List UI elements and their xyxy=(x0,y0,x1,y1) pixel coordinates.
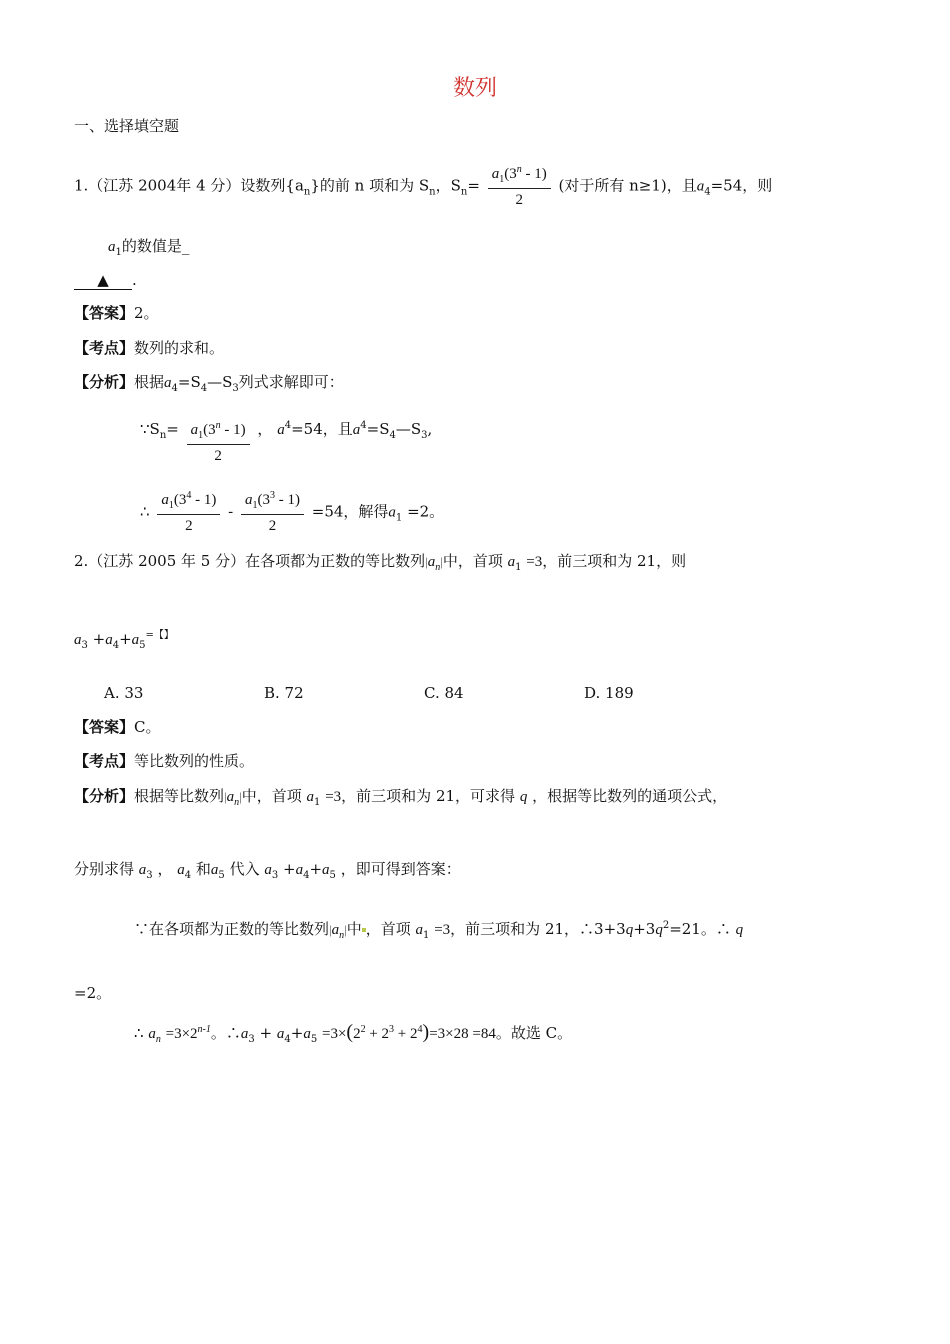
sum-formula-fraction: $\frac{a_1(3^n - 1)}{2}$ xyxy=(488,164,551,209)
page-title: 数列 xyxy=(452,76,497,101)
q2-analysis: 【分析】根据等比数列$|a_n|$中，首项 $a_1 =3$，前三项和为 21，可求得 q ，根据等比数列的通项公式， xyxy=(74,787,728,808)
q1-point: 【考点】数列的求和。 xyxy=(74,339,225,357)
question-1: 1.（江苏 2004年 4 分）设数列$\{a_n\}$的前 n 项和为 $S_n$，$S_n=$ $\frac{a_1(3^n - 1)}{2}$ (对于所有 n≥1)，且$a_4=54$，则 xyxy=(74,164,773,208)
q2-point: 【考点】等比数列的性质。 xyxy=(74,752,255,770)
options-row xyxy=(104,684,704,704)
q1-answer: 【答案】2。 xyxy=(74,304,159,322)
q2-analysis-line2: 分别求得 $a_3$ ， $a_4$ 和$a_5$ 代入 $a_3 +a_4+a_5$ ，即可得到答案： xyxy=(74,860,461,881)
option-a[interactable]: A. 33 xyxy=(104,684,144,702)
q2-solution-line2: =2。 xyxy=(74,984,112,1002)
option-b[interactable]: B. 72 xyxy=(264,684,304,702)
q2-solution-line1: ∵在各项都为正数的等比数列$|a_n|$中 ，首项 $a_1 =3$，前三项和为 21，$\therefore 3+3q+3q^2=21$。∴ q xyxy=(134,920,744,941)
section-heading: 一、选择填空题 xyxy=(74,117,180,135)
answer-blank: ▲ . xyxy=(74,271,137,290)
q2-solution-line3: ∴ $a_n =3\times 2^{n-1}$。$\therefore a_3 + a_4+a_5 =3\times(2^2 + 2^3 + 2^4)=3\times 28 =84$。故选 C。 xyxy=(134,1021,573,1045)
option-d[interactable]: D. 189 xyxy=(584,684,634,702)
q1-because: $\because S_n=$ $\frac{a_1(3^n - 1)}{2}$ ， $a^4=54$，且$a^4=S_4—S_3$, xyxy=(140,420,433,464)
question-1-line2: $a_1$的数值是_ xyxy=(108,237,190,258)
q2-answer: 【答案】C。 xyxy=(74,718,161,736)
q1-therefore: ∴ $\frac{a_1(3^4 - 1)}{2}$ - $\frac{a_1(3^3 - 1)}{2}$ =54，解得$a_1 =2$。 xyxy=(140,490,445,534)
question-2-line2: $a_3 +a_4+a_5^{=【】}$ xyxy=(74,630,174,651)
question-2: 2.（江苏 2005 年 5 分）在各项都为正数的等比数列$|a_n|$中，首项 $a_1 =3$，前三项和为 21，则 xyxy=(74,552,687,573)
option-c[interactable]: C. 84 xyxy=(424,684,464,702)
q1-analysis: 【分析】根据$a_4=S_4—S_3$列式求解即可： xyxy=(74,373,344,394)
